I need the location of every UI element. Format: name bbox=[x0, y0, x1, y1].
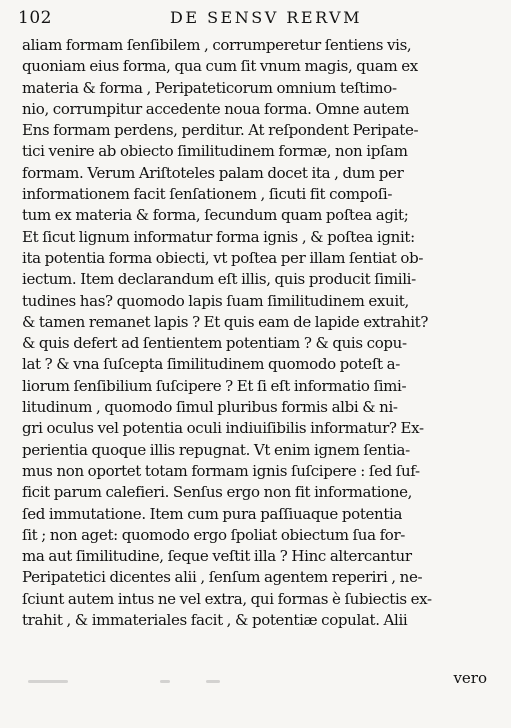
text-line: litudinum , quomodo ſimul pluribus formis albi & ni- bbox=[22, 398, 398, 417]
text-line: nio, corrumpitur accedente noua forma. Omne autem bbox=[22, 99, 410, 118]
text-line: iectum. Item declarandum eſt illis, quis producit ſimili- bbox=[22, 270, 416, 289]
running-title: DE SENSV RERVM bbox=[170, 8, 362, 27]
text-line: lat ? & vna ſuſcepta ſimilitudinem quomodo poteſt a- bbox=[22, 355, 400, 374]
text-line: aliam formam ſenſibilem , corrumperetur ſentiens vis, bbox=[22, 36, 412, 54]
text-line: & tamen remanet lapis ? Et quis eam de lapide extrahit? bbox=[22, 312, 429, 331]
text-line: trahit , & immateriales facit , & potentiæ copulat. Alii bbox=[22, 611, 408, 630]
text-line: perientia quoque illis repugnat. Vt enim ignem ſentia- bbox=[22, 440, 410, 459]
page-header bbox=[0, 2, 511, 30]
text-line: tum ex materia & forma, ſecundum quam poſtea agit; bbox=[22, 206, 409, 225]
text-line: ita potentia forma obiecti, vt poſtea per illam ſentiat ob- bbox=[22, 248, 424, 267]
show-through-bleed bbox=[28, 676, 228, 690]
text-line: ſit ; non aget: quomodo ergo ſpoliat obiectum ſua for- bbox=[22, 525, 406, 544]
text-line: informationem facit ſenſationem , ſicuti fit compoſi- bbox=[22, 185, 393, 204]
body-text bbox=[22, 35, 494, 631]
text-line: ma aut ſimilitudine, ſeque veſtit illa ? Hinc altercantur bbox=[22, 547, 412, 566]
text-line: Et ſicut lignum informatur forma ignis , & poſtea ignit: bbox=[22, 227, 415, 246]
text-line: gri oculus vel potentia oculi indiuiſibilis informatur? Ex- bbox=[22, 419, 424, 438]
text-line: tici venire ab obiecto ſimilitudinem formæ, non ipſam bbox=[22, 142, 408, 161]
text-line: materia & forma , Peripateticorum omnium teſtimo- bbox=[22, 78, 397, 97]
text-line: & quis defert ad ſentientem potentiam ? & quis copu- bbox=[22, 334, 407, 353]
text-line: tudines has? quomodo lapis ſuam ſimilitudinem exuit, bbox=[22, 291, 409, 310]
text-line: Peripatetici dicentes alii , ſenſum agentem reperiri , ne- bbox=[22, 568, 423, 587]
text-line: quoniam eius forma, qua cum ſit vnum magis, quam ex bbox=[22, 57, 418, 76]
page-number: 102 bbox=[18, 8, 52, 28]
text-line: ſciunt autem intus ne vel extra, qui formas è ſubiectis ex- bbox=[22, 589, 432, 608]
catchword: vero bbox=[453, 669, 487, 687]
text-line: ſed immutatione. Item cum pura paſſiuaque potentia bbox=[22, 504, 403, 523]
text-line: formam. Verum Ariſtoteles palam docet ita , dum per bbox=[22, 163, 404, 182]
text-line: liorum ſenſibilium ſuſcipere ? Et ſi eſt informatio ſimi- bbox=[22, 376, 407, 395]
text-line: mus non oportet totam formam ignis ſuſcipere : ſed ſuf- bbox=[22, 461, 420, 480]
text-line: Ens formam perdens, perditur. At reſpondent Peripate- bbox=[22, 121, 419, 140]
text-line: ficit parum calefieri. Senſus ergo non fit informatione, bbox=[22, 483, 413, 502]
